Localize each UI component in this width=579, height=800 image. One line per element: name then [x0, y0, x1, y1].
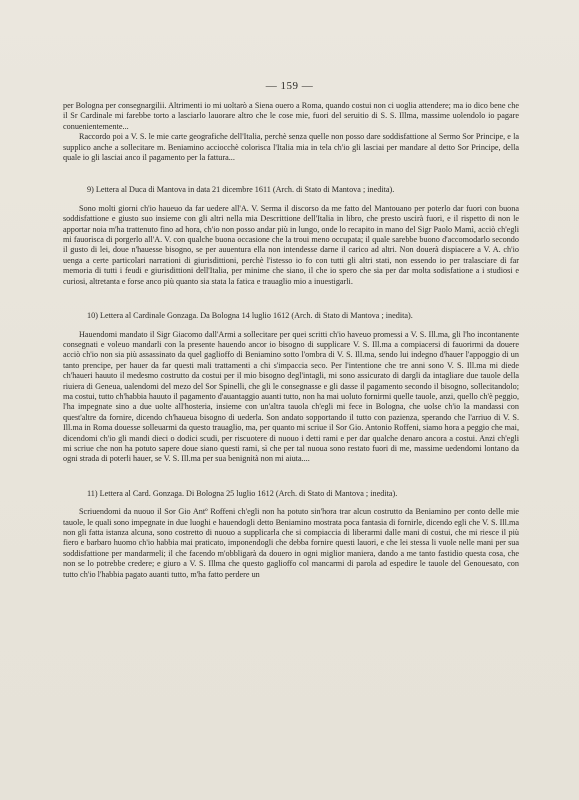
paragraph: per Bologna per consegnargilii. Altrimenti io mi uoltarò a Siena ouero a Roma, quando costui non ci uoglia attendere; ma io dico bene che il Sr Cardinale mi farebbe torto a lasciarlo lauorare altro che le cose mie, fuori del seruitio di S. S. Illma, massime uolendolo io pagare conuenientemente... [63, 101, 519, 131]
paragraph: Scriuendomi da nuouo il Sor Gio Antº Roffeni ch'egli non ha potuto sin'hora trar alcun costrutto da Beniamino per conto delle mie tauole, le quali sono impegnate in due luoghi e hauendogli detto Beniamino mostrata poca fantasia di fornirle, dicendo egli che V. S. Ill.ma non gli fatta istanza alcuna, sono costretto di nuouo a supplicarla che si compiaccia di liberarmi dalle mani di costui, che mi riesce il più fiero e barbaro huomo ch'io habbia mai praticato, imponendogli che debba fornire questi lauori, e che lei stessa li vuole nelle mani per sua soddisfattione per mandarmeli; il che facendo m'obbligarà da douero in ogni miglior maniera, dando a me tanto fastidio questa cosa, che non se lo potrebbe credere; e giuro a V. S. Illma che questo gaglioffo col mancarmi di parola ad espedire le tauole del Genouesato, con tutto ch'io l'habbia pagato auanti tutto, m'ha fatto perdere un [63, 507, 519, 579]
section-gap [63, 287, 519, 311]
letter-heading: 11) Lettera al Card. Gonzaga. Di Bologna 25 luglio 1612 (Arch. di Stato di Mantova ; inedita). [87, 488, 398, 498]
paragraph: Sono molti giorni ch'io haueuo da far uedere all'A. V. Serma il discorso da me fatto del Mantouano per poterlo dar fuori con buona soddisfattione e giusto suo insieme con gli altri nella mia Descrittione dell'Italia in libro, che presto uscirà fuori, e il rispetto di non le apportar noia m'ha trattenuto fino ad hora, ch'io non posso andar più in lungo, onde lo recapito in mano del Sigr Paolo Mamì, acciò ch'egli mi fauorisca di porgerlo all'A. V. con qualche buona occasione che la troui meno occupata; il quale sarebbe buono d'accomodarlo secondo il gusto di lei, doue n'hauesse bisogno, se per auuentura ella non intendesse darne il carico ad altri. Non douerà dispiacere a V. A. ch'io uenga a certe particolari narrationi di giurisdittioni, perchè l'istesso io fo con tutti gli altri stati, non essendo io per tralasciare di far memoria di tutti i feudi e giurisdittioni dell'Italia, per minime che siano, il che io spero che sia per dar molta sodisfatione a i studiosi e curiosi, altretanta e forse anco più quanto sia stata la fatica e trauaglio mio a inuestigarli. [63, 203, 519, 286]
section-intro [63, 101, 519, 163]
section-letter-9 [63, 185, 519, 287]
section-gap [63, 465, 519, 489]
letter-heading: 10) Lettera al Cardinale Gonzaga. Da Bologna 14 luglio 1612 (Arch. di Stato di Mantova ; inedita). [87, 311, 413, 321]
section-letter-10 [63, 311, 519, 465]
page-number: — 159 — [265, 80, 314, 92]
page-body [63, 101, 519, 580]
paragraph: Hauendomi mandato il Sigr Giacomo dall'Armi a sollecitare per quei scritti ch'io haveuo promessi a V. S. Ill.ma, gli l'ho incontanente consegnati e voleuo mandarli con la presente hauendo ancor io bisogno di supplicare V. S. Ill.ma a compiacersi di fauorirmi da douere acciò ch'io non sia più assassinato da quel gaglioffo di Beniamino sotto l'ombra di V. S. Ill.ma, sendo lui indegno d'hauer l'appoggio di un tanto prencipe, per hauer da far questi mali trattamenti a chi s'impaccia seco. Per l'intentione che tre anni sono V. S. Ill.ma mi diede ch'haueri hauuto il medesmo costrutto da costui per il mio bisogno degl'intagli, mi sono assicurato di dargli da intagliare due tauole della riuiera di Geneua, ualendomi del mezo del Sor Spinelli, che gli le consegnasse e gli dasse il pagamento secondo il bisogno, sollecitandolo; ma costui, tutto ch'habbia hauuto il pagamento d'auantaggio auanti tutto, non ha mai uoluto fornirmi quelle tauole, anzi, quello ch'è peggio, l'ha impegnate sino a due uolte all'hosteria, insieme con un'altra tauola ch'egli mi fece in Bologna, che uolse ch'io la mandassi con quest'altre da fornire, dicendo ch'haueua bisogno di uederla. Son andato sopportando il tutto con pazienza, sperando che l'arriuo di V. S. Ill.ma in Roma douesse solleuarmi da questo trauaglio, ma, per quanto mi scriue il Sor Gio. Antonio Roffeni, siamo hora a peggio che mai, dicendomi ch'io gli mandi dieci o dodici scudi, per riscuotere di nuouo i detti rami e per dar qualche denaro ancora a costui. Anzi ch'egli mi scriue che non ha potuto sapere doue siano questi rami, sì che per tal nuoua sono restato fuori di me, massime uedendomi lontano da ogni strada di poterli hauer, se V. S. Ill.ma per sua benignità non mi aiuta.... [63, 329, 519, 464]
letter-heading: 9) Lettera al Duca di Mantova in data 21 dicembre 1611 (Arch. di Stato di Mantova ; inedita). [87, 185, 395, 195]
section-gap [63, 163, 519, 185]
paragraph: Raccordo poi a V. S. le mie carte geografiche dell'Italia, perchè senza quelle non posso dare soddisfattione al Sermo Sor Principe, e la supplico anche a sollecitare m. Beniamino acciocchè colorisca l'Italia mia in tela ch'io gli lasciai per mandare al detto Sor Principe, della quale io gli lasciai anco il pagamento per la fattura... [63, 132, 519, 163]
section-letter-11 [63, 489, 519, 580]
